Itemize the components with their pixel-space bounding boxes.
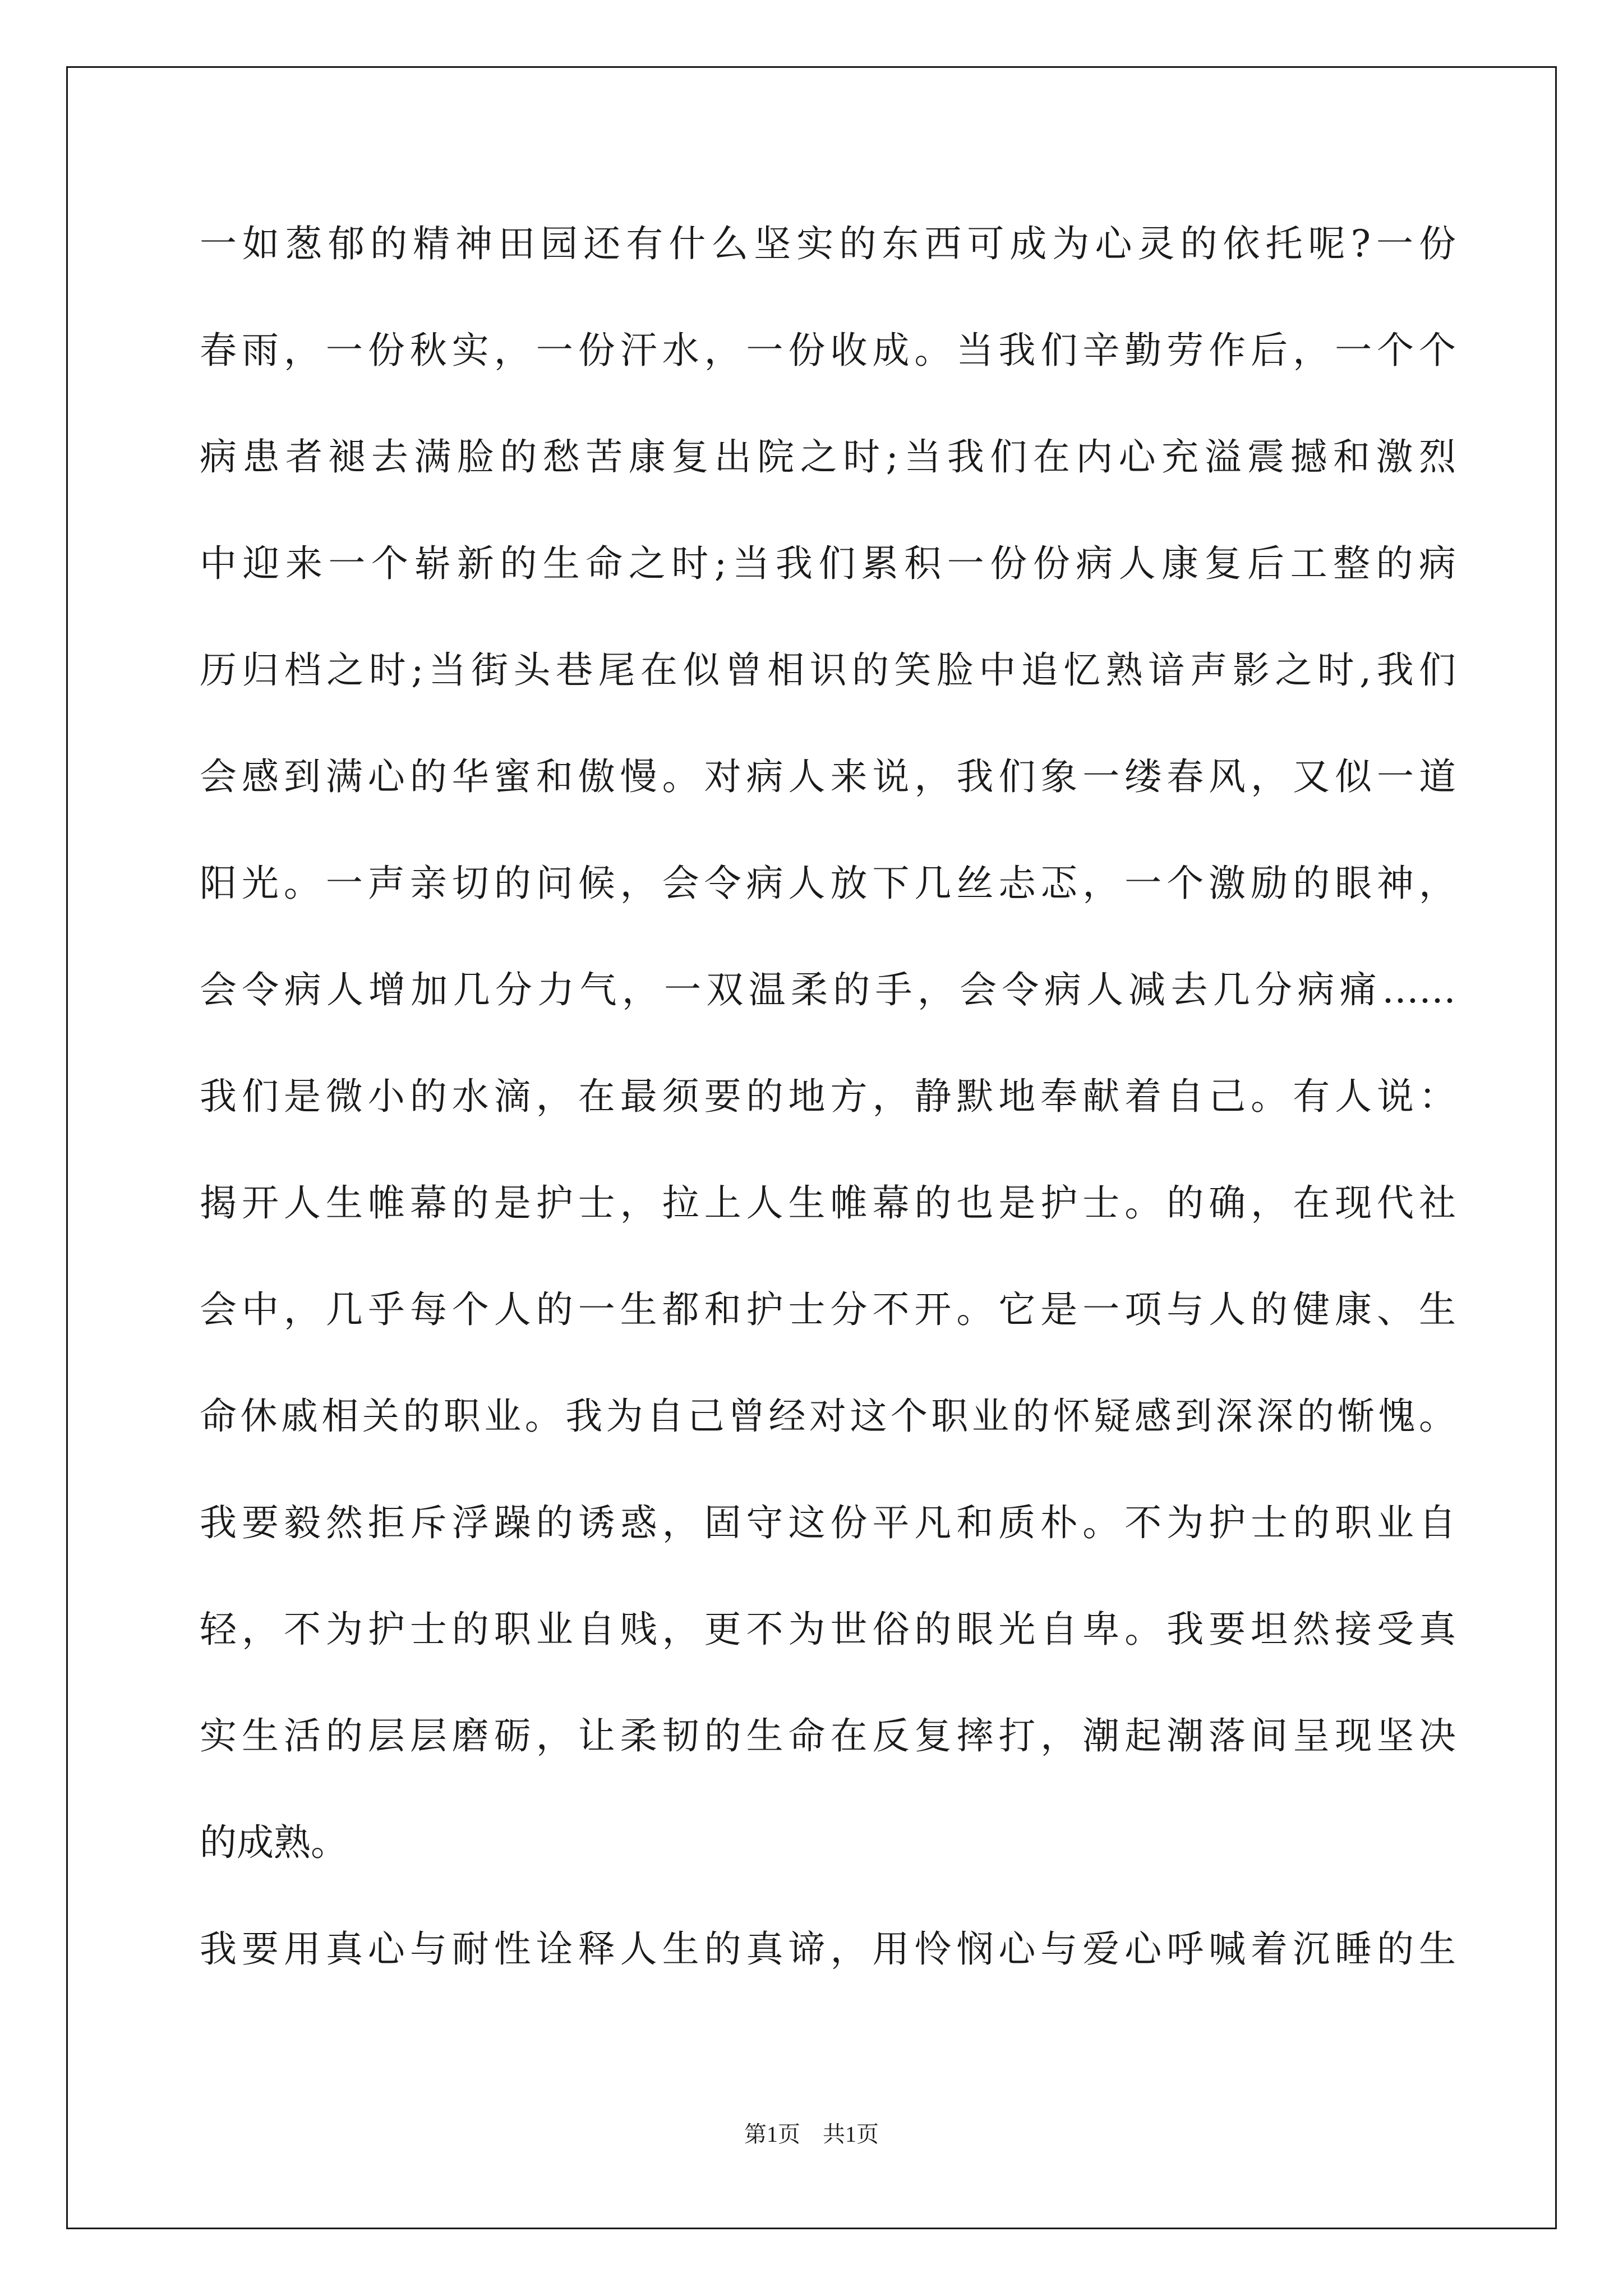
document-body: [200, 210, 1456, 2022]
text-line: 我要毅然拒斥浮躁的诱惑，固守这份平凡和质朴。不为护士的职业自: [200, 1501, 1456, 1544]
text-line: 中迎来一个崭新的生命之时;当我们累积一份份病人康复后工整的病: [200, 542, 1456, 585]
text-line: 一如葱郁的精神田园还有什么坚实的东西可成为心灵的依托呢?一份: [200, 222, 1456, 265]
text-line: 我们是微小的水滴，在最须要的地方，静默地奉献着自己。有人说：: [200, 1075, 1456, 1118]
text-line: 会中，几乎每个人的一生都和护士分不开。它是一项与人的健康、生: [200, 1288, 1456, 1331]
text-line: 命休戚相关的职业。我为自己曾经对这个职业的怀疑感到深深的惭愧。: [200, 1395, 1456, 1438]
page-footer: 第1页 共1页: [744, 2122, 879, 2147]
text-line: 会令病人增加几分力气，一双温柔的手，会令病人减去几分病痛……: [200, 968, 1456, 1011]
text-line: 揭开人生帷幕的是护士，拉上人生帷幕的也是护士。的确，在现代社: [200, 1181, 1456, 1225]
text-line: 轻，不为护士的职业自贱，更不为世俗的眼光自卑。我要坦然接受真: [200, 1608, 1456, 1651]
text-line: 会感到满心的华蜜和傲慢。对病人来说，我们象一缕春风，又似一道: [200, 755, 1456, 798]
text-line: 春雨，一份秋实，一份汗水，一份收成。当我们辛勤劳作后，一个个: [200, 329, 1456, 372]
text-line: 的成熟。: [200, 1821, 348, 1864]
text-line: 阳光。一声亲切的问候，会令病人放下几丝忐忑，一个激励的眼神，: [200, 862, 1456, 905]
text-line: 历归档之时;当街头巷尾在似曾相识的笑脸中追忆熟谙声影之时,我们: [200, 648, 1456, 692]
text-line: 实生活的层层磨砺，让柔韧的生命在反复摔打，潮起潮落间呈现坚决: [200, 1714, 1456, 1757]
text-line: 病患者褪去满脸的愁苦康复出院之时;当我们在内心充溢震撼和激烈: [200, 435, 1456, 478]
text-line: 我要用真心与耐性诠释人生的真谛，用怜悯心与爱心呼喊着沉睡的生: [200, 1927, 1456, 1971]
